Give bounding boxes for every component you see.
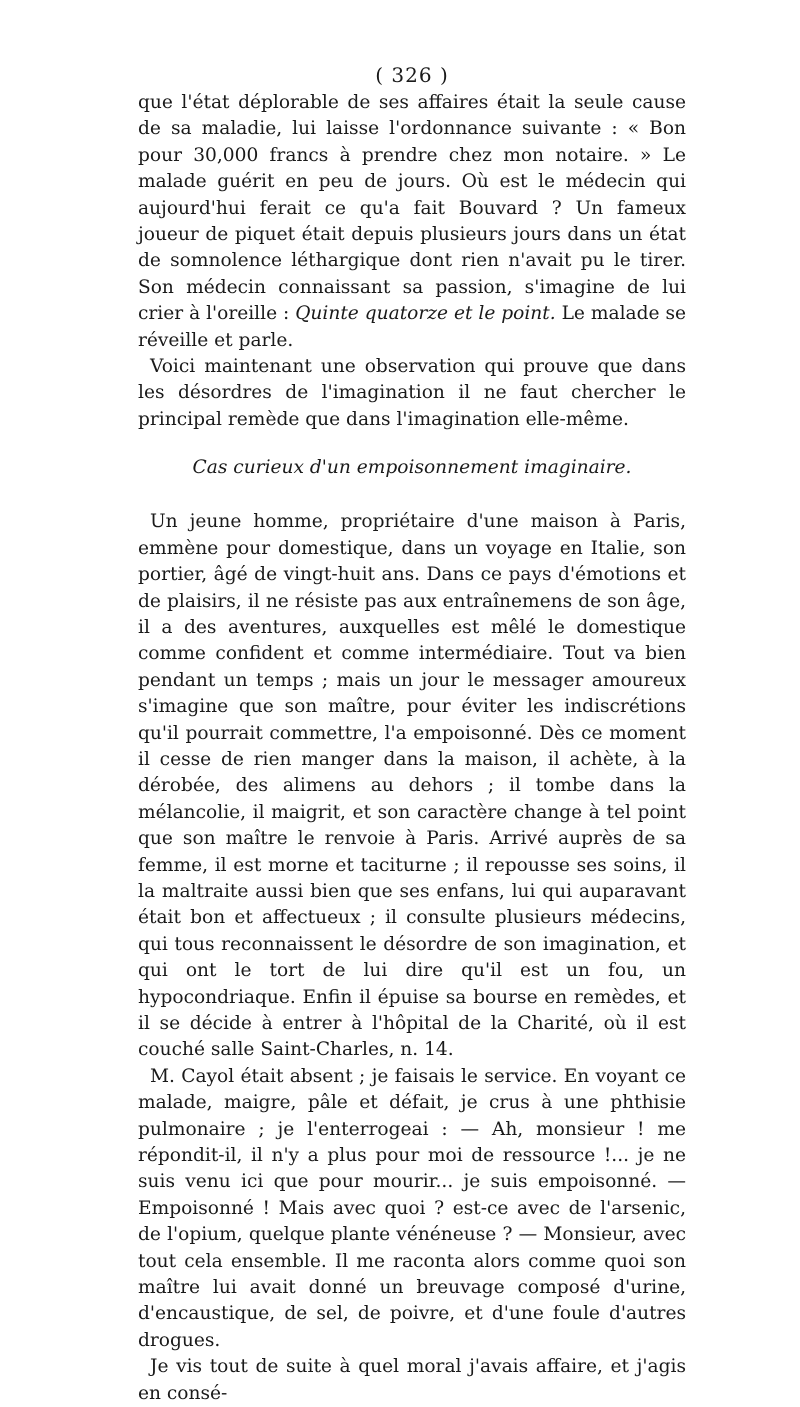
paragraph-5: Je vis tout de suite à quel moral j'avais affaire, et j'agis en consé- — [138, 1356, 686, 1404]
paragraph-1-text: que l'état déplorable de ses affaires était la seule cause de sa maladie, lui laisse l'ordonnance suivante : « Bon pour 30,000 francs à prendre chez mon notaire. » Le malade guérit en peu de jours. Où est le médecin qui aujourd'hui ferait ce qu'a fait Bouvard ? Un fameux joueur de piquet était depuis plusieurs jours dans un état de somnolence léthargique dont rien n'avait pu le tirer. Son médecin connaissant sa passion, s'imagine de lui crier à l'oreille : — [138, 92, 686, 325]
paragraph-1-italic-phrase: Quinte quatorze et le point. — [295, 303, 556, 325]
page-number: ( 326 ) — [375, 63, 449, 87]
book-page — [138, 62, 686, 1407]
paragraph-2: Voici maintenant une observation qui prouve que dans les désordres de l'imagination il ne faut chercher le principal remède que dans l'imagination elle-même. — [138, 356, 686, 430]
section-heading: Cas curieux d'un empoisonnement imaginaire. — [192, 457, 632, 479]
paragraph-3: Un jeune homme, propriétaire d'une maison à Paris, emmène pour domestique, dans un voyage en Italie, son portier, âgé de vingt-huit ans. Dans ce pays d'émotions et de plaisirs, il ne résiste pas aux entraînemens de son âge, il a des aventures, auxquelles est mêlé le domestique comme confident et comme intermédiaire. Tout va bien pendant un temps ; mais un jour le messager amoureux s'imagine que son maître, pour éviter les indiscrétions qu'il pourrait commettre, l'a empoisonné. Dès ce moment il cesse de rien manger dans la maison, il achète, à la dérobée, des alimens au dehors ; il tombe dans la mélancolie, il maigrit, et son caractère change à tel point que son maître le renvoie à Paris. Arrivé auprès de sa femme, il est morne et taciturne ; il repousse ses soins, il la maltraite aussi bien que ses enfans, lui qui auparavant était bon et affectueux ; il consulte plusieurs médecins, qui tous reconnaissent le désordre de son imagination, et qui ont le tort de lui dire qu'il est un fou, un hypocondriaque. Enfin il épuise sa bourse en remèdes, et il se décide à entrer à l'hôpital de la Charité, où il est couché salle Saint-Charles, n. 14. — [138, 511, 686, 1061]
paragraph-1 — [138, 90, 686, 354]
paragraph-4: M. Cayol était absent ; je faisais le service. En voyant ce malade, maigre, pâle et défait, je crus à une phthisie pulmonaire ; je l'enterrogeai : — Ah, monsieur ! me répondit-il, il n'y a plus pour moi de ressource !... je ne suis venu ici que pour mourir... je suis empoisonné. — Empoisonné ! Mais avec quoi ? est-ce avec de l'arsenic, de l'opium, quelque plante vénéneuse ? — Monsieur, avec tout cela ensemble. Il me raconta alors comme quoi son maître lui avait donné un breuvage composé d'urine, d'encaustique, de sel, de poivre, et d'une foule d'autres drogues. — [138, 1065, 686, 1351]
paragraph-1-ending: Le malade se réveille et parle. — [138, 303, 686, 351]
